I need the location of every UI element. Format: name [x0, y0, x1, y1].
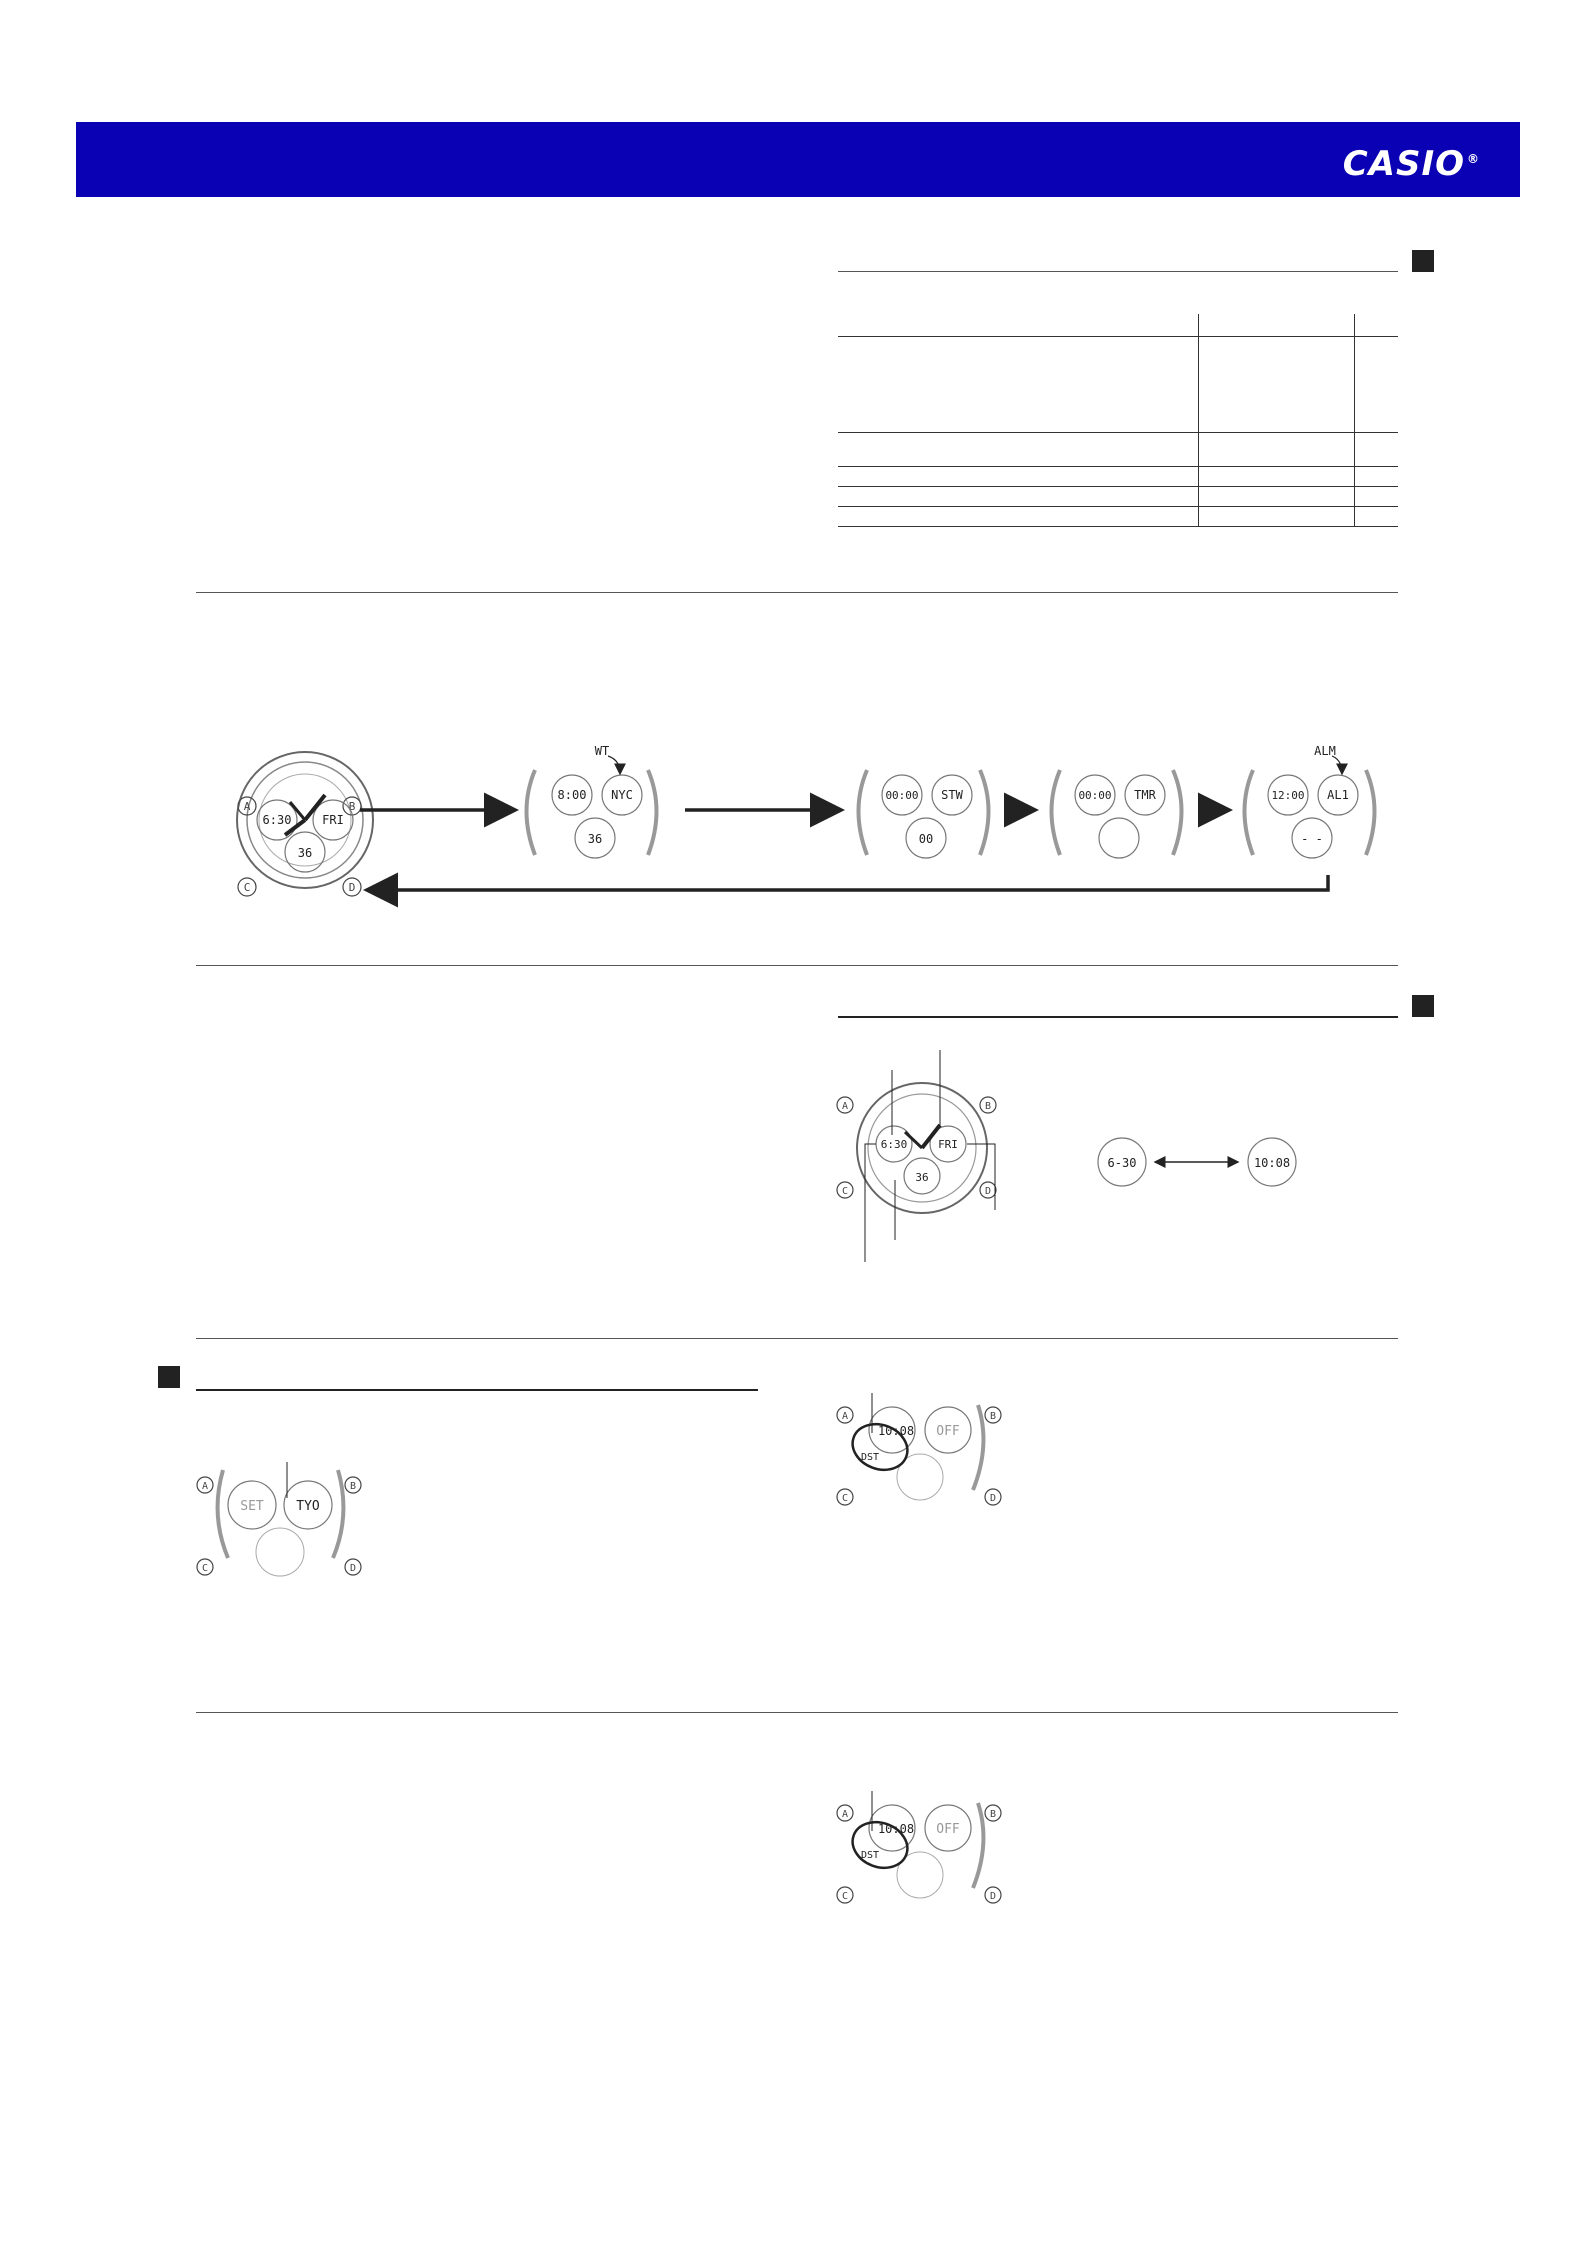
- world-time-callout: WT: [594, 744, 610, 758]
- display-toggle: [1098, 1138, 1296, 1186]
- timekeeping-watch: [237, 752, 373, 896]
- timer-label-display: TMR: [1134, 788, 1156, 802]
- button-a-label: A: [201, 1481, 209, 1492]
- detail-seconds-display: 36: [915, 1171, 929, 1184]
- home-city-diagram: [190, 1440, 370, 1580]
- button-c-label: C: [841, 1891, 849, 1902]
- button-b-label: B: [989, 1411, 997, 1422]
- button-c-label: C: [201, 1563, 209, 1574]
- button-a-label: A: [841, 1411, 849, 1422]
- button-c-label: C: [243, 881, 251, 894]
- detail-time-display: 6:30: [880, 1138, 908, 1151]
- dst1-badge: DST: [860, 1452, 880, 1463]
- spec-table: [838, 314, 1398, 527]
- button-c-label: C: [841, 1186, 849, 1197]
- dst2-badge: DST: [860, 1850, 880, 1861]
- button-b-label: B: [348, 800, 356, 813]
- button-a-label: A: [841, 1101, 849, 1112]
- home-left-dial: SET: [240, 1499, 264, 1514]
- section-rule: [838, 1016, 1398, 1018]
- world-time-display: 8:00: [557, 788, 587, 802]
- casio-logo: CASIO ®: [1342, 144, 1480, 184]
- world-seconds-display: 36: [587, 832, 603, 846]
- button-d-label: D: [349, 1563, 357, 1574]
- dst-diagram-2: [830, 1783, 1010, 1908]
- dst1-time-display: 10:08: [877, 1424, 915, 1438]
- timer-watch: [1052, 770, 1182, 858]
- button-d-label: D: [348, 881, 356, 894]
- stopwatch-lower-display: 00: [918, 832, 934, 846]
- mode-sequence-diagram: [190, 740, 1410, 915]
- button-b-label: B: [349, 1481, 357, 1492]
- main-seconds-display: 36: [297, 846, 313, 860]
- timer-time-display: 00:00: [1078, 789, 1112, 802]
- alarm-watch: [1245, 744, 1375, 858]
- return-arrow: [370, 875, 1328, 890]
- button-b-label: B: [989, 1809, 997, 1820]
- dst2-time-display: 10:08: [877, 1822, 915, 1836]
- stopwatch-watch: [859, 770, 989, 858]
- dst2-status-display: OFF: [936, 1822, 960, 1837]
- button-a-label: A: [243, 800, 251, 813]
- button-d-label: D: [989, 1493, 997, 1504]
- section-marker: [158, 1366, 180, 1388]
- header-bar: [76, 122, 1520, 197]
- button-a-label: A: [841, 1809, 849, 1820]
- dst-diagram-1: [830, 1385, 1010, 1510]
- stopwatch-time-display: 00:00: [885, 789, 919, 802]
- alarm-time-display: 12:00: [1271, 789, 1305, 802]
- alarm-lower-display: - -: [1301, 832, 1323, 846]
- world-city-display: NYC: [611, 788, 633, 802]
- alarm-callout: ALM: [1314, 744, 1336, 758]
- main-time-display: 6:30: [262, 813, 292, 827]
- button-b-label: B: [984, 1101, 992, 1112]
- section-rule: [838, 271, 1398, 272]
- button-c-label: C: [841, 1493, 849, 1504]
- world-time-watch: [527, 744, 657, 858]
- divider-rule: [196, 592, 1398, 593]
- stopwatch-label-display: STW: [941, 788, 963, 802]
- timekeeping-detail-diagram: [830, 1040, 1390, 1275]
- button-d-label: D: [984, 1186, 992, 1197]
- button-d-label: D: [989, 1891, 997, 1902]
- section-marker: [1412, 250, 1434, 272]
- toggle-right-display: 10:08: [1253, 1156, 1291, 1170]
- divider-rule: [196, 965, 1398, 966]
- main-day-display: FRI: [322, 813, 344, 827]
- section-rule: [196, 1389, 758, 1391]
- detail-day-display: FRI: [938, 1138, 958, 1151]
- dst1-status-display: OFF: [936, 1424, 960, 1439]
- section-marker: [1412, 995, 1434, 1017]
- divider-rule: [196, 1338, 1398, 1339]
- detail-watch: [837, 1050, 996, 1262]
- divider-rule: [196, 1712, 1398, 1713]
- toggle-left-display: 6-30: [1107, 1156, 1137, 1170]
- home-city-code: TYO: [296, 1499, 320, 1514]
- alarm-label-display: AL1: [1327, 788, 1349, 802]
